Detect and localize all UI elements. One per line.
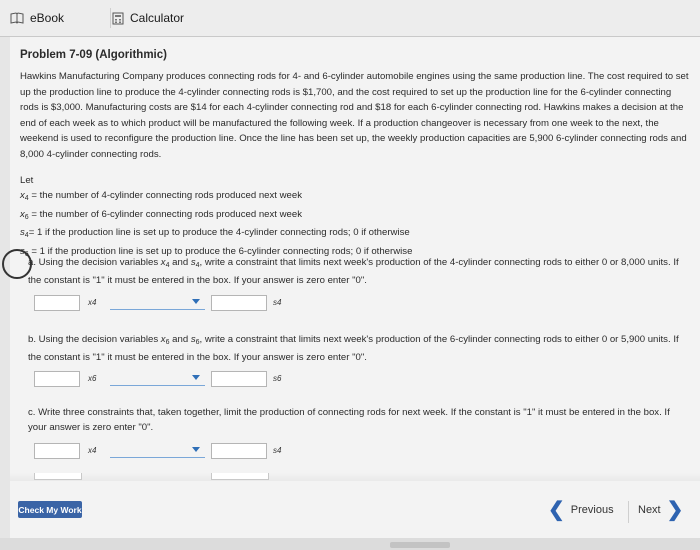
var-label-x4: x4	[88, 298, 97, 307]
chevron-left-icon: ❮	[548, 499, 565, 521]
var-label-c-x4: x4	[88, 446, 97, 455]
constraint-row-b	[28, 371, 348, 391]
constraint-row-a	[28, 295, 348, 315]
var-label-c-s4: s4	[273, 446, 282, 455]
var-label-s4: s4	[273, 298, 282, 307]
tab-calculator-label: Calculator	[130, 11, 185, 25]
scroll-cutoff	[10, 473, 700, 481]
dropdown-arrow-icon[interactable]	[192, 375, 200, 380]
tab-ebook[interactable]	[10, 0, 64, 36]
variable-definitions	[20, 188, 412, 262]
definition-s4: $s_4= 1$ if the production line is set up to produce the 4-cylinder connecting rods; 0 if otherwise	[20, 227, 410, 239]
coefficient-input-s4[interactable]	[211, 295, 267, 311]
operator-select-a[interactable]	[110, 309, 205, 310]
operator-select-c[interactable]	[110, 457, 205, 458]
tab-calculator[interactable]	[112, 0, 184, 36]
definition-x6: $x_6$ = the number of 6-cylinder connecting rods produced next week	[20, 208, 303, 221]
question-c: c. Write three constraints that, taken together, limit the production of connecting rods for next week. If the constant is "1" it must be entered in the box. If your answer is zero enter "0".	[28, 407, 670, 433]
coefficient-input-x6[interactable]	[34, 371, 80, 387]
let-label: Let	[20, 175, 34, 186]
coefficient-input-s6[interactable]	[211, 371, 267, 387]
previous-button[interactable]	[548, 499, 614, 521]
partial-input	[211, 473, 269, 480]
question-b: b. Using the decision variables $x_6$ and $s_6$, write a constraint that limits next week's production of the 6-cylinder connecting rods to either 0 or 5,900 units. If the constant is "1" it must be entered in the box. If your answer is zero enter "0".	[28, 334, 679, 363]
horizontal-scrollbar[interactable]	[0, 538, 700, 550]
chevron-right-icon: ❯	[666, 499, 684, 521]
tab-divider	[110, 8, 111, 28]
nav-divider	[628, 501, 629, 523]
definition-x4: $x_4$ = the number of 4-cylinder connecting rods produced next week	[20, 190, 303, 202]
check-my-work-button[interactable]: Check My Work	[18, 501, 82, 518]
tab-ebook-label: eBook	[30, 11, 65, 25]
coefficient-input-x4[interactable]	[34, 295, 80, 311]
problem-intro: Hawkins Manufacturing Company produces connecting rods for 4- and 6-cylinder automobile engines using the same production line. The cost required to set up the production line to produce the 4-cylinder connecting rods is $1,700, and the cost required to set up the production line for the 6-cylinder connecting rods is $3,000. Manufacturing costs are $14 for each 4-cylinder connecting rod and $18 for each 6-cylinder connecting rod. Hawkins makes a decision at the end of each week as to which product will be manufactured the following week. If a production changeover is necessary from one week to the next, the weekend is used to reconfigure the production line. Once the line has been set up, the weekly production capacities are 5,900 6-cylinder connecting rods and 8,000 4-cylinder connecting rods.	[20, 71, 689, 160]
problem-title: Problem 7-09 (Algorithmic)	[20, 49, 167, 61]
constraint-row-c	[28, 443, 348, 463]
book-icon	[10, 12, 24, 24]
scrollbar-thumb[interactable]	[390, 542, 450, 548]
var-label-s6: s6	[273, 374, 282, 383]
coefficient-input-c-x4[interactable]	[34, 443, 80, 459]
coefficient-input-c-s4[interactable]	[211, 443, 267, 459]
question-a: a. Using the decision variables $x_4$ and $s_4$, write a constraint that limits next week's production of the 4-cylinder connecting rods to either 0 or 8,000 units. If the constant is "1" it must be entered in the box. If your answer is zero enter "0".	[28, 257, 679, 286]
problem-panel	[10, 37, 700, 550]
calculator-icon	[112, 12, 124, 25]
var-label-x6: x6	[88, 374, 97, 383]
next-label: Next	[638, 504, 661, 516]
top-toolbar	[0, 0, 700, 37]
operator-select-b[interactable]	[110, 385, 205, 386]
dropdown-arrow-icon[interactable]	[192, 447, 200, 452]
next-button[interactable]	[638, 499, 684, 521]
previous-label: Previous	[570, 504, 614, 516]
definition-s6: $s_6 = 1$ if the production line is set up to produce the 6-cylinder connecting rods; 0 if otherwise	[20, 245, 413, 258]
partial-input	[34, 473, 82, 480]
dropdown-arrow-icon[interactable]	[192, 299, 200, 304]
